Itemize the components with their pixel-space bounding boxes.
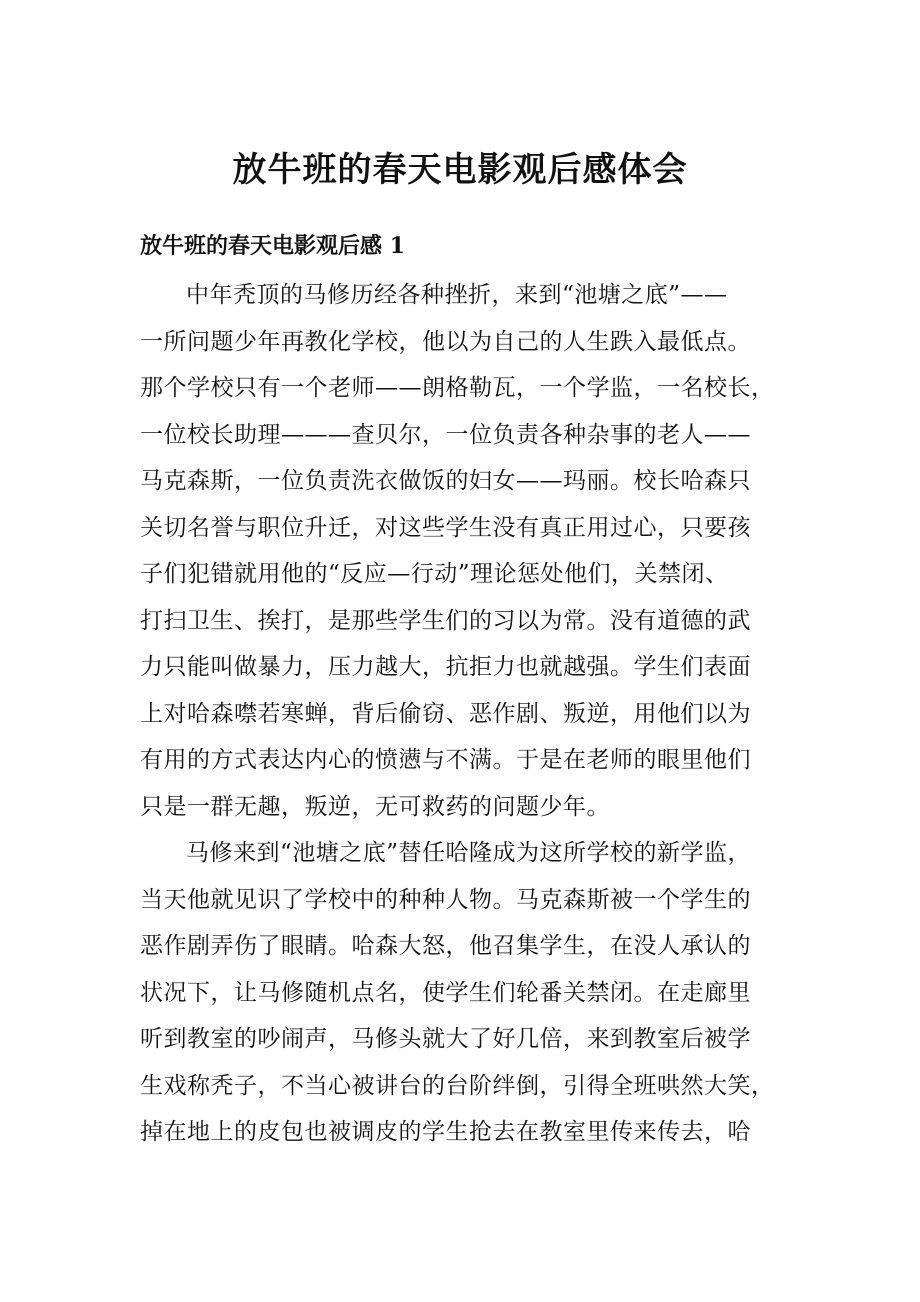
paragraph-line: 力只能叫做暴力，压力越大，抗拒力也就越强。学生们表面 — [140, 654, 751, 680]
paragraph-first-line: 马修来到“池塘之底”替任哈隆成为这所学校的新学监， — [186, 840, 752, 866]
paragraph-line: 马克森斯，一位负责洗衣做饭的妇女——玛丽。校长哈森只 — [140, 468, 751, 494]
paragraph-line: 听到教室的吵闹声，马修头就大了好几倍，来到教室后被学 — [140, 1026, 751, 1052]
paragraph-line: 有用的方式表达内心的愤懑与不满。于是在老师的眼里他们 — [140, 747, 751, 773]
paragraph-line: 只是一群无趣，叛逆，无可救药的问题少年。 — [140, 793, 610, 820]
paragraph-line: 关切名誉与职位升迁，对这些学生没有真正用过心，只要孩 — [140, 514, 751, 541]
paragraph-line: 那个学校只有一个老师——朗格勒瓦，一个学监，一名校长， — [140, 375, 775, 401]
paragraph-line: 上对哈森噤若寒蝉，背后偷窃、恶作剧、叛逆，用他们以为 — [140, 700, 751, 727]
paragraph-line: 恶作剧弄伤了眼睛。哈森大怒，他召集学生，在没人承认的 — [140, 933, 751, 959]
paragraph-line: 一所问题少年再教化学校，他以为自己的人生跌入最低点。 — [140, 328, 751, 355]
paragraph-first-line: 中年秃顶的马修历经各种挫折，来到“池塘之底”—— — [186, 282, 728, 308]
paragraph-line: 生戏称秃子，不当心被讲台的台阶绊倒，引得全班哄然大笑， — [140, 1072, 775, 1099]
document-title: 放牛班的春天电影观后感体会 — [232, 150, 688, 190]
paragraph-line: 状况下，让马修随机点名，使学生们轮番关禁闭。在走廊里 — [140, 979, 751, 1006]
paragraph-line: 掉在地上的皮包也被调皮的学生抢去在教室里传来传去，哈 — [140, 1119, 751, 1145]
section-heading: 放牛班的春天电影观后感 1 — [140, 233, 405, 259]
paragraph-line: 当天他就见识了学校中的种种人物。马克森斯被一个学生的 — [140, 886, 751, 913]
paragraph-line: 一位校长助理———查贝尔，一位负责各种杂事的老人—— — [140, 421, 751, 448]
document-body — [140, 272, 800, 1156]
paragraph-line: 子们犯错就用他的“反应—行动”理论惩处他们，关禁闭、 — [140, 561, 729, 587]
paragraph-line: 打扫卫生、挨打，是那些学生们的习以为常。没有道德的武 — [140, 607, 751, 634]
